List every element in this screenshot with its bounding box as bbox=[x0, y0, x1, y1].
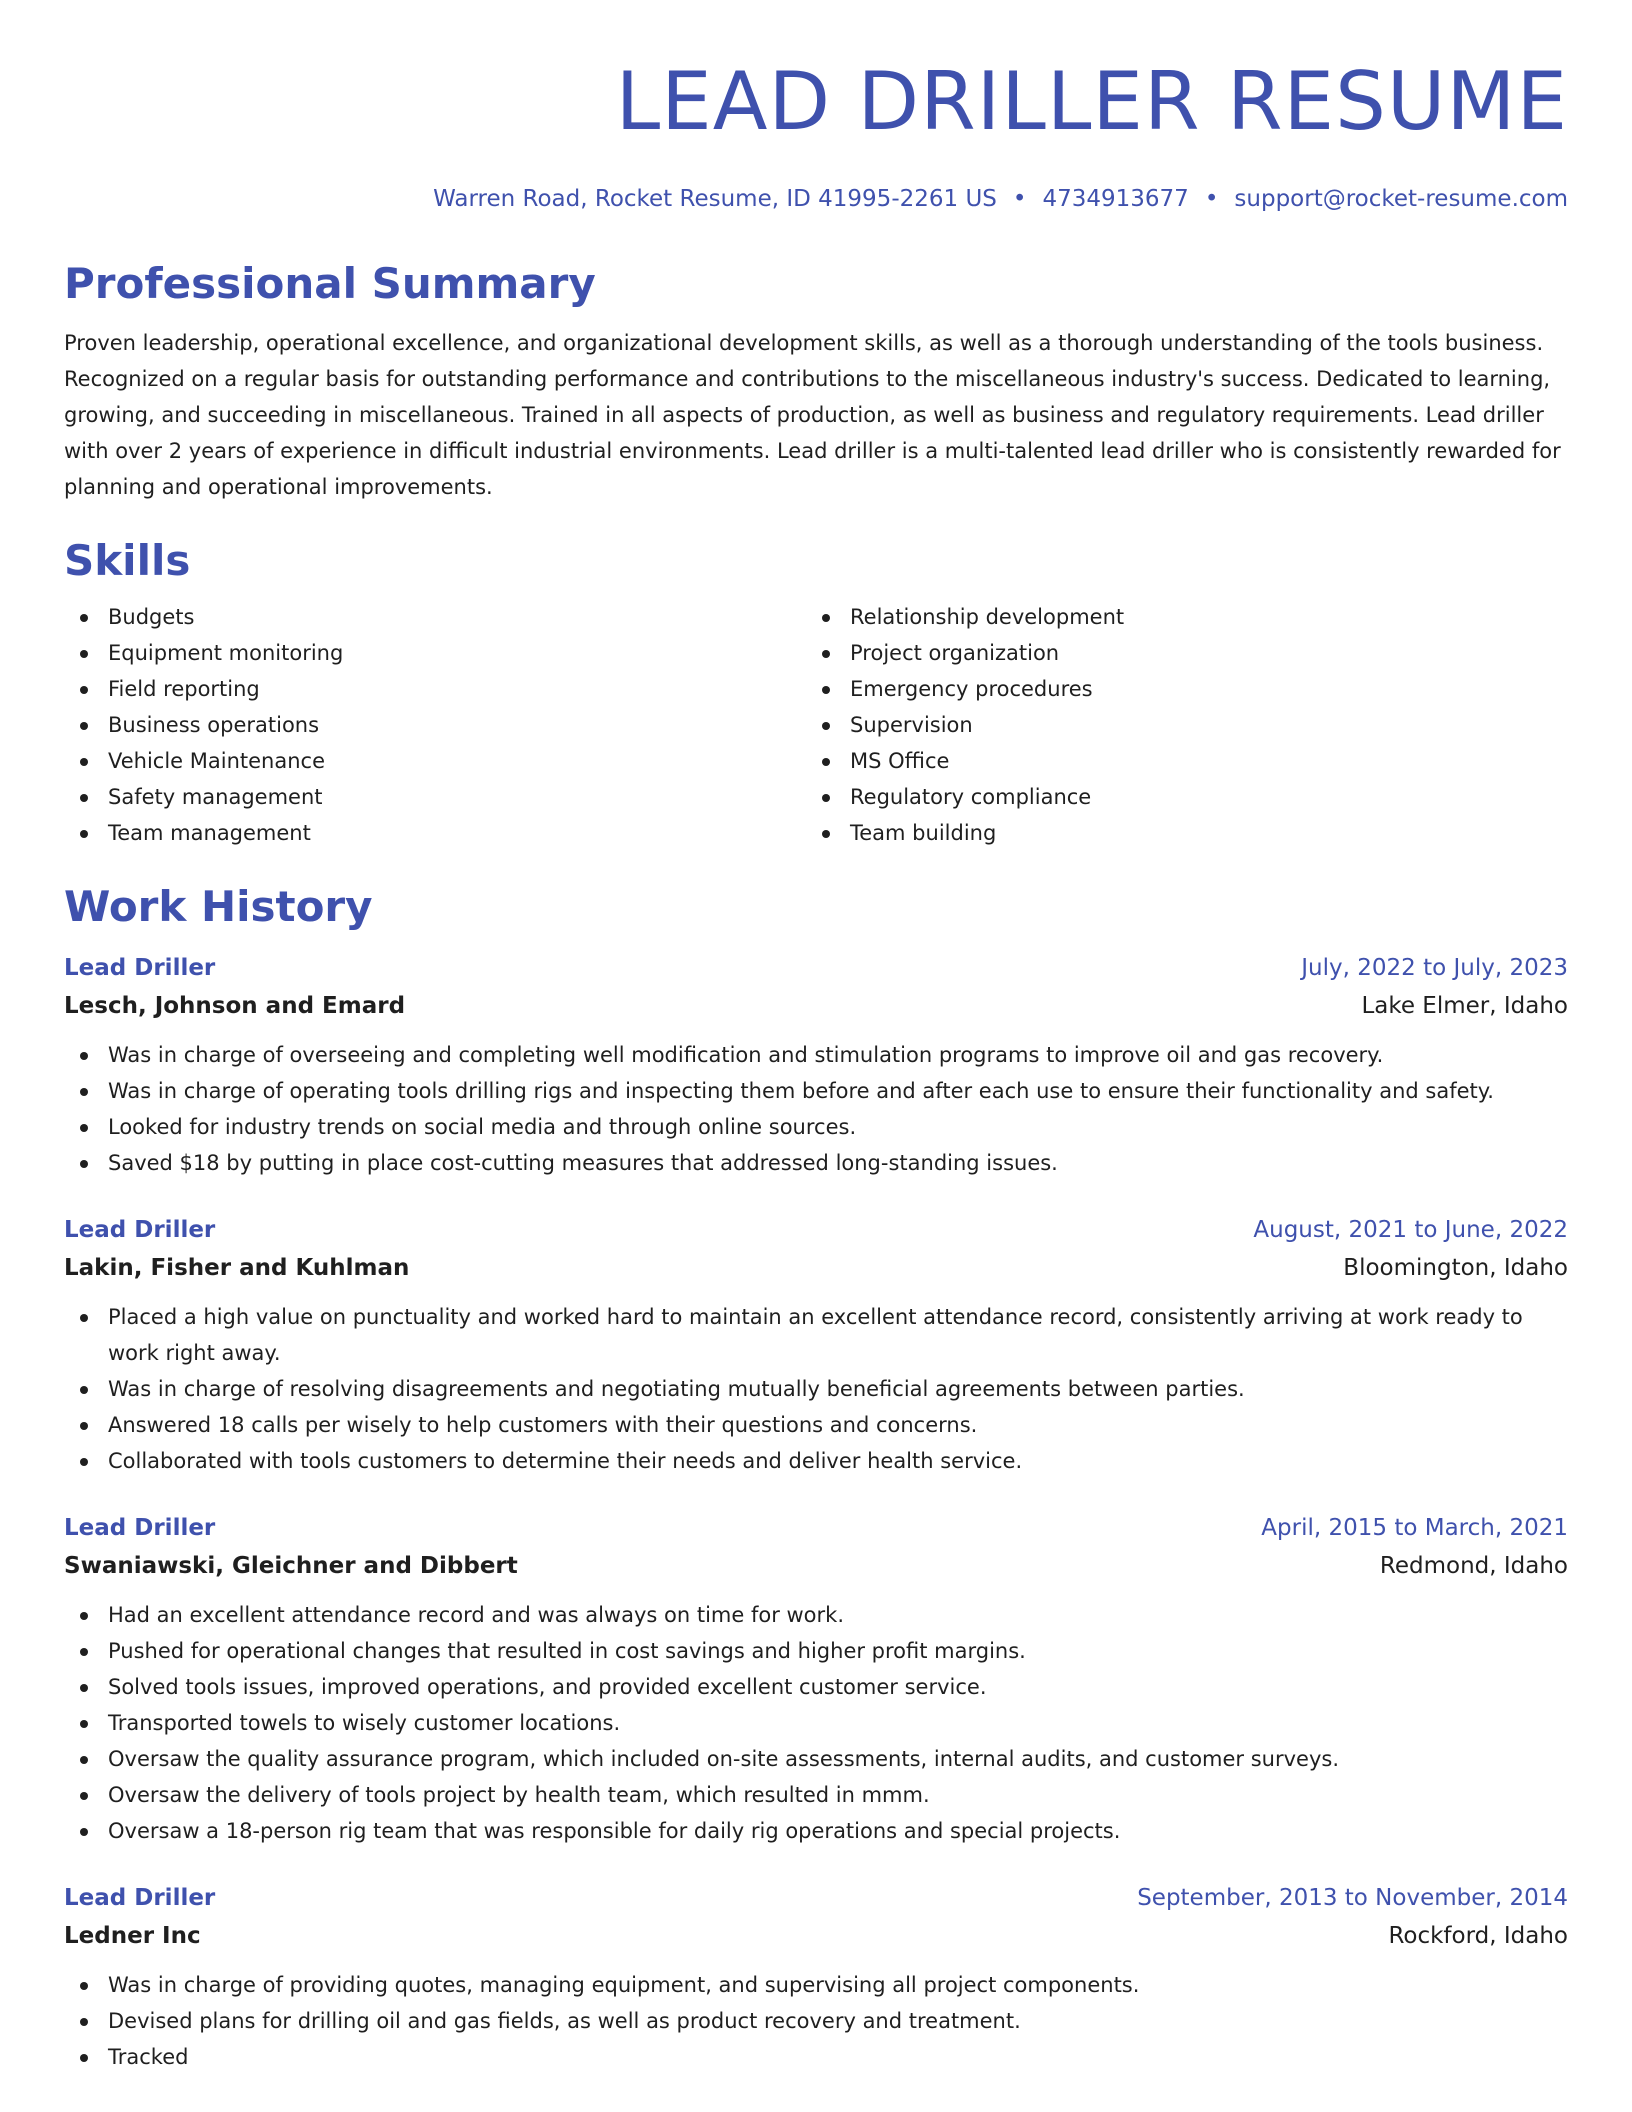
skill-item: Business operations bbox=[64, 707, 806, 743]
job-bullet: Oversaw the quality assurance program, which included on-site assessments, internal audits, and customer surveys. bbox=[64, 1741, 1568, 1777]
job-bullet: Was in charge of operating tools drilling rigs and inspecting them before and after each use to ensure their functionality and safety. bbox=[64, 1073, 1568, 1109]
skills-columns bbox=[64, 599, 1568, 851]
skill-item: Regulatory compliance bbox=[806, 779, 1548, 815]
job-title: Lead Driller bbox=[64, 1515, 216, 1541]
skill-item: Project organization bbox=[806, 635, 1548, 671]
contact-address: Warren Road, Rocket Resume, ID 41995-2261 US bbox=[433, 186, 997, 212]
job-bullet: Had an excellent attendance record and was always on time for work. bbox=[64, 1597, 1568, 1633]
job-bullet: Collaborated with tools customers to determine their needs and deliver health service. bbox=[64, 1443, 1568, 1479]
resume-title: LEAD DRILLER RESUME bbox=[615, 55, 1568, 148]
contact-phone: 4734913677 bbox=[1042, 186, 1189, 212]
job-header-row bbox=[64, 949, 1568, 987]
job-bullet: Oversaw the delivery of tools project by health team, which resulted in mmm. bbox=[64, 1777, 1568, 1813]
job-bullet: Solved tools issues, improved operations, and provided excellent customer service. bbox=[64, 1669, 1568, 1705]
job-location: Rockford, Idaho bbox=[1388, 1923, 1568, 1949]
job-company: Lakin, Fisher and Kuhlman bbox=[64, 1255, 410, 1281]
job-bullet: Was in charge of providing quotes, managing equipment, and supervising all project components. bbox=[64, 1967, 1568, 2003]
job-bullet: Devised plans for drilling oil and gas fields, as well as product recovery and treatment. bbox=[64, 2003, 1568, 2039]
job-bullet: Oversaw a 18-person rig team that was responsible for daily rig operations and special projects. bbox=[64, 1813, 1568, 1849]
job-bullets bbox=[64, 1299, 1568, 1479]
job-header-row bbox=[64, 1211, 1568, 1249]
job-location: Redmond, Idaho bbox=[1379, 1553, 1568, 1579]
skills-heading: Skills bbox=[64, 536, 191, 585]
job-bullet: Pushed for operational changes that resulted in cost savings and higher profit margins. bbox=[64, 1633, 1568, 1669]
job-bullets bbox=[64, 1597, 1568, 1849]
job-bullet: Was in charge of resolving disagreements and negotiating mutually beneficial agreements between parties. bbox=[64, 1371, 1568, 1407]
job-entry bbox=[64, 1211, 1568, 1479]
job-company-row bbox=[64, 1547, 1568, 1585]
job-company: Lesch, Johnson and Emard bbox=[64, 993, 406, 1019]
contact-separator: • bbox=[1204, 186, 1219, 212]
skill-item: MS Office bbox=[806, 743, 1548, 779]
job-header-row bbox=[64, 1509, 1568, 1547]
job-bullet: Transported towels to wisely customer locations. bbox=[64, 1705, 1568, 1741]
job-title: Lead Driller bbox=[64, 1885, 216, 1911]
job-location: Lake Elmer, Idaho bbox=[1361, 993, 1568, 1019]
job-bullet: Looked for industry trends on social media and through online sources. bbox=[64, 1109, 1568, 1145]
job-entry bbox=[64, 1509, 1568, 1849]
job-bullets bbox=[64, 1037, 1568, 1181]
summary-heading: Professional Summary bbox=[64, 259, 596, 308]
skill-item: Vehicle Maintenance bbox=[64, 743, 806, 779]
job-bullet: Placed a high value on punctuality and worked hard to maintain an excellent attendance record, consistently arriving at work ready to work right away. bbox=[64, 1299, 1568, 1371]
job-entry bbox=[64, 1879, 1568, 2075]
job-bullet: Was in charge of overseeing and completing well modification and stimulation programs to improve oil and gas recovery. bbox=[64, 1037, 1568, 1073]
job-company-row bbox=[64, 1917, 1568, 1955]
summary-text: Proven leadership, operational excellence, and organizational development skills, as well as a thorough understanding of the tools business. Recognized on a regular basis for outstanding performance and contributions to the miscellaneous industry's success. Dedicated to learning, growing, and succeeding in miscellaneous. Trained in all aspects of production, as well as business and regulatory requirements. Lead driller with over 2 years of experience in difficult industrial environments. Lead driller is a multi-talented lead driller who is consistently rewarded for planning and operational improvements. bbox=[64, 331, 1561, 499]
job-title: Lead Driller bbox=[64, 955, 216, 981]
job-company: Swaniawski, Gleichner and Dibbert bbox=[64, 1553, 518, 1579]
job-bullets bbox=[64, 1967, 1568, 2075]
skill-item: Team building bbox=[806, 815, 1548, 851]
job-company-row bbox=[64, 987, 1568, 1025]
job-company: Ledner Inc bbox=[64, 1923, 201, 1949]
job-dates: July, 2022 to July, 2023 bbox=[1301, 955, 1568, 981]
job-entry bbox=[64, 949, 1568, 1181]
contact-separator: • bbox=[1012, 186, 1027, 212]
skill-item: Field reporting bbox=[64, 671, 806, 707]
job-dates: September, 2013 to November, 2014 bbox=[1137, 1885, 1568, 1911]
job-company-row bbox=[64, 1249, 1568, 1287]
contact-line bbox=[64, 184, 1568, 214]
job-dates: August, 2021 to June, 2022 bbox=[1253, 1217, 1568, 1243]
skill-item: Budgets bbox=[64, 599, 806, 635]
job-header-row bbox=[64, 1879, 1568, 1917]
job-title: Lead Driller bbox=[64, 1217, 216, 1243]
job-bullet: Tracked bbox=[64, 2039, 1568, 2075]
resume-page bbox=[64, 0, 1568, 2075]
job-bullet: Saved $18 by putting in place cost-cutting measures that addressed long-standing issues. bbox=[64, 1145, 1568, 1181]
skill-item: Emergency procedures bbox=[806, 671, 1548, 707]
skill-item: Supervision bbox=[806, 707, 1548, 743]
job-location: Bloomington, Idaho bbox=[1343, 1255, 1568, 1281]
job-dates: April, 2015 to March, 2021 bbox=[1261, 1515, 1568, 1541]
skill-item: Safety management bbox=[64, 779, 806, 815]
skills-list-left bbox=[64, 599, 806, 851]
skills-list-right bbox=[806, 599, 1548, 851]
skill-item: Team management bbox=[64, 815, 806, 851]
contact-email[interactable]: support@rocket-resume.com bbox=[1234, 186, 1568, 212]
work-history-heading: Work History bbox=[64, 882, 373, 931]
job-bullet: Answered 18 calls per wisely to help customers with their questions and concerns. bbox=[64, 1407, 1568, 1443]
skill-item: Equipment monitoring bbox=[64, 635, 806, 671]
skill-item: Relationship development bbox=[806, 599, 1548, 635]
